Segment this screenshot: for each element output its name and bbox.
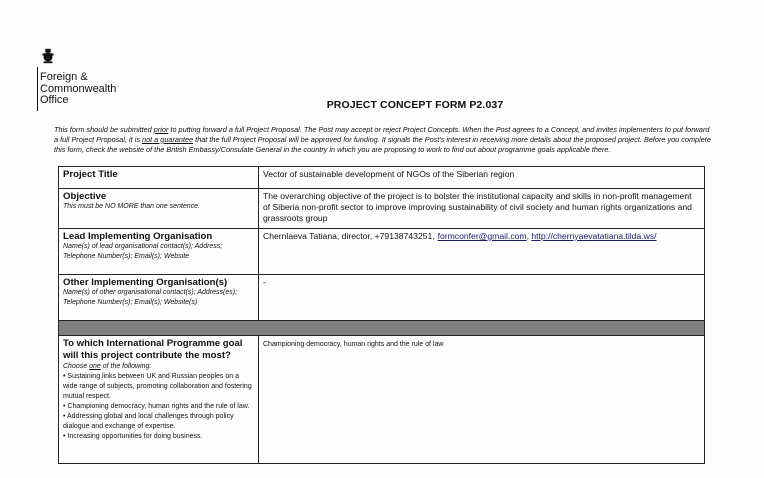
concept-form-table <box>58 166 705 464</box>
intro-paragraph <box>54 125 714 154</box>
goal-choose-one: one <box>89 363 101 370</box>
goal-option-3: • Addressing global and local challenges through policy dialogue and exchange of expertise. <box>63 413 234 430</box>
goal-label: To which International Programme goal will this project contribute the most? <box>63 338 243 361</box>
project-title-label-cell <box>59 167 259 189</box>
table-row-other-org <box>59 275 705 321</box>
lead-org-label-cell <box>59 229 259 275</box>
lead-org-contact: Chernlaeva Tatiana, director, +79138743251, <box>263 231 435 241</box>
lead-org-value: Chernlaeva Tatiana, director, +79138743251, formconfer@gmail.com, http://chernyaevatatiana.tilda.ws/ <box>263 231 657 241</box>
page-title <box>0 99 764 111</box>
table-row-project-title <box>59 167 705 189</box>
intro-prior: prior <box>153 125 169 134</box>
project-title-value: Vector of sustainable development of NGOs of the Siberian region <box>263 169 515 179</box>
goal-value-cell[interactable] <box>259 336 705 464</box>
logo-line-2: Commonwealth <box>40 82 117 95</box>
goal-option-2: • Championing democracy, human rights and the rule of law. <box>63 403 250 410</box>
other-org-label: Other Implementing Organisation(s) <box>63 277 228 288</box>
lead-org-label: Lead Implementing Organisation <box>63 231 213 242</box>
goal-options <box>63 362 254 442</box>
royal-crest-icon <box>39 47 57 65</box>
goal-choose-instruction <box>63 362 254 372</box>
other-org-value: - <box>263 277 266 287</box>
lead-org-note: Name(s) of lead organisational contact(s); Address; Telephone Number(s); Email(s); Website <box>63 243 223 260</box>
form-title: PROJECT CONCEPT FORM P2.037 <box>326 99 504 111</box>
project-title-value-cell[interactable] <box>259 167 705 189</box>
intro-part-1: This form should be submitted <box>54 125 154 134</box>
intro-part-2: to putting forward a full Project Proposal. The Post may accept or reject Project Concepts. When the Post agrees to a Concept, and invites implementers to put forward a full Project Proposal, it is <box>54 125 710 144</box>
objective-note: This must be NO MORE than one sentence. <box>63 203 200 210</box>
lead-org-value-cell[interactable] <box>259 229 705 275</box>
table-row-objective <box>59 189 705 229</box>
divider-cell <box>59 321 705 336</box>
goal-choose-post: of the following: <box>100 363 152 370</box>
other-org-note: Name(s) of other organisational contact(s); Address(es); Telephone Number(s); Email(s); Website(s) <box>63 289 238 306</box>
intro-part-3: that the full Project Proposal will be approved for funding. It signals the Post's interest in receiving more details about the proposed project. Before you complete this form, check the website of the British Embassy/Consulate General in the country in which you are proposing to work to find out about programme goals applicable there. <box>54 134 711 154</box>
goal-option-1: • Sustaining links between UK and Russian peoples on a wide range of subjects, promoting collaboration and fostering mutual respect. <box>63 373 252 400</box>
objective-value: The overarching objective of the project is to bolster the institutional capacity and skills in non-profit management of Siberia non-profit sector to improve improving sustainability of civil society and human rights organizations and grassroots group <box>263 191 692 223</box>
intro-not-guarantee: not a guarantee <box>142 134 194 144</box>
objective-label-cell <box>59 189 259 229</box>
table-row-divider <box>59 321 705 336</box>
goal-value: Championing democracy, human rights and the rule of law <box>263 341 444 348</box>
other-org-label-cell <box>59 275 259 321</box>
objective-label: Objective <box>63 191 107 202</box>
table-row-lead-org <box>59 229 705 275</box>
lead-org-email-link[interactable]: formconfer@gmail.com <box>437 231 527 241</box>
logo-line-3: Office <box>40 94 69 106</box>
goal-choose-pre: Choose <box>63 363 90 370</box>
goal-label-cell <box>59 336 259 464</box>
project-title-label: Project Title <box>63 169 118 180</box>
other-org-value-cell[interactable] <box>259 275 705 321</box>
fco-logo <box>37 47 116 107</box>
table-row-goal <box>59 336 705 464</box>
objective-value-cell[interactable] <box>259 189 705 229</box>
logo-line-1: Foreign & <box>40 71 88 83</box>
goal-option-4: • Increasing opportunities for doing business. <box>63 433 203 440</box>
lead-org-website-link[interactable]: http://chernyaevatatiana.tilda.ws/ <box>531 231 657 241</box>
